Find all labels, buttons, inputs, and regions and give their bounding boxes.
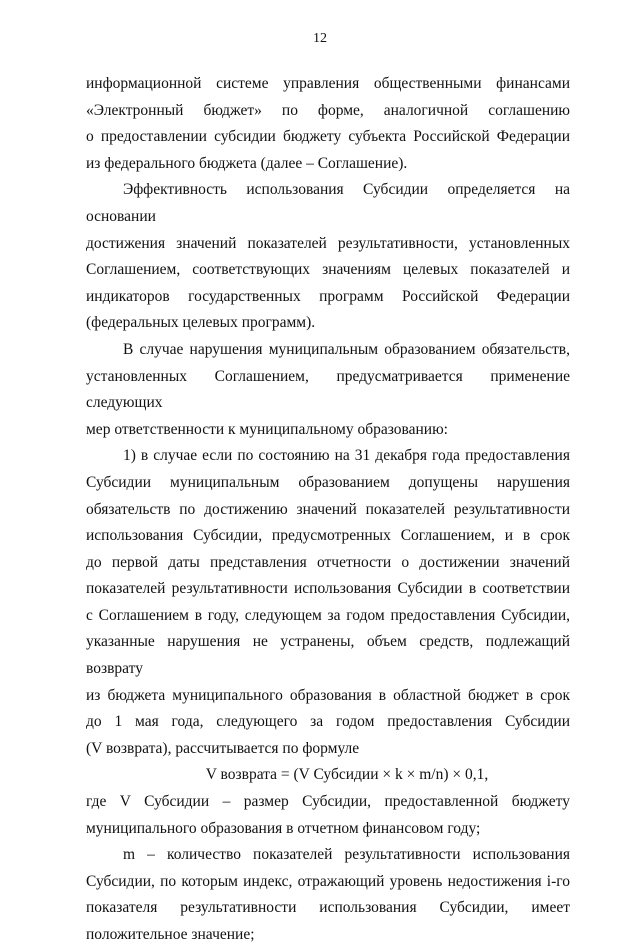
text-line: положительное значение;	[86, 926, 255, 943]
text-line: о предоставлении субсидии бюджету субъекта Российской Федерации	[86, 128, 570, 146]
page-number: 12	[313, 31, 327, 46]
formula: V возврата = (V Субсидии × k × m/n) × 0,1,	[205, 766, 489, 784]
text-line: (V возврата), рассчитывается по формуле	[86, 739, 360, 757]
text-line: муниципального образования в отчетном финансовом году;	[86, 819, 481, 837]
text-line: информационной системе управления общественными финансами	[86, 75, 570, 92]
text-line: мер ответственности к муниципальному образованию:	[86, 420, 448, 438]
text-line: m – количество показателей результативности использования	[123, 846, 570, 864]
text-line: указанные нарушения не устранены, объем средств, подлежащий возврату	[86, 633, 570, 678]
text-line: Эффективность использования Субсидии определяется на основании	[86, 181, 570, 225]
text-line: показателя результативности использования Субсидии, имеет	[86, 899, 570, 917]
text-line: установленных Соглашением, предусматривается применение следующих	[86, 367, 570, 412]
text-line: В случае нарушения муниципальным образованием обязательств,	[123, 340, 570, 358]
text-line: «Электронный бюджет» по форме, аналогичной соглашению	[86, 101, 570, 119]
text-line: из бюджета муниципального образования в областной бюджет в срок	[86, 686, 570, 704]
text-line: Субсидии муниципальным образованием допущены нарушения	[86, 473, 570, 491]
text-line: использования Субсидии, предусмотренных Соглашением, и в срок	[86, 527, 570, 545]
text-line: (федеральных целевых программ).	[86, 314, 316, 332]
text-line: с Соглашением в году, следующем за годом предоставления Субсидии,	[86, 606, 570, 624]
text-line: 1) в случае если по состоянию на 31 декабря года предоставления	[123, 447, 570, 465]
text-line: до первой даты представления отчетности о достижении значений	[86, 553, 570, 571]
text-line: достижения значений показателей результативности, установленных	[86, 234, 570, 252]
text-line: где V Субсидии – размер Субсидии, предоставленной бюджету	[86, 793, 570, 811]
text-line: Субсидии, по которым индекс, отражающий уровень недостижения i-го	[86, 872, 570, 890]
text-line: Соглашением, соответствующих значениям целевых показателей и	[86, 261, 570, 279]
text-line: из федерального бюджета (далее – Соглашение).	[86, 154, 408, 172]
text-line: до 1 мая года, следующего за годом предоставления Субсидии	[86, 713, 570, 731]
text-line: обязательств по достижению значений показателей результативности	[86, 500, 570, 518]
text-line: индикаторов государственных программ Российской Федерации	[86, 287, 570, 305]
document-body	[86, 71, 570, 949]
text-line: показателей результативности использования Субсидии в соответствии	[86, 580, 570, 598]
